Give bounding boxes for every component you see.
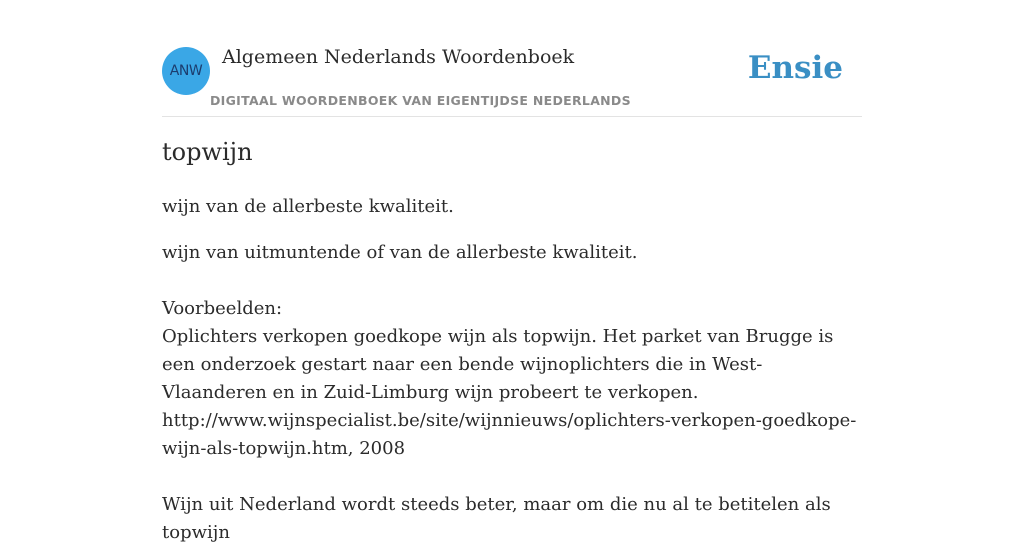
anw-logo[interactable] xyxy=(162,47,210,95)
long-definition: wijn van uitmuntende of van de allerbeste kwaliteit. xyxy=(162,242,638,263)
page-container xyxy=(162,0,862,543)
ensie-brand-logo[interactable]: Ensie xyxy=(747,50,843,86)
entry-title: topwijn xyxy=(162,138,253,166)
site-header xyxy=(162,0,862,117)
example-quote: Oplichters verkopen goedkope wijn als topwijn. Het parket van Brugge is een onderzoek gestart naar een bende wijnoplichters die in West-Vlaanderen en in Zuid-Limburg wijn probeert te verkopen. xyxy=(162,326,834,403)
short-definition: wijn van de allerbeste kwaliteit. xyxy=(162,196,454,217)
entry-body xyxy=(162,239,862,547)
site-subtitle: DIGITAAL WOORDENBOEK VAN EIGENTIJDSE NEDERLANDS xyxy=(210,93,631,108)
examples-label: Voorbeelden: xyxy=(162,298,283,319)
example-quote: Wijn uit Nederland wordt steeds beter, maar om die nu al te betitelen als topwijn xyxy=(162,494,831,543)
anw-logo-text: ANW xyxy=(169,63,203,79)
example-source: http://www.wijnspecialist.be/site/wijnnieuws/oplichters-verkopen-goedkope-wijn-als-topwijn.htm, 2008 xyxy=(162,410,857,459)
site-title[interactable]: Algemeen Nederlands Woordenboek xyxy=(222,46,575,68)
